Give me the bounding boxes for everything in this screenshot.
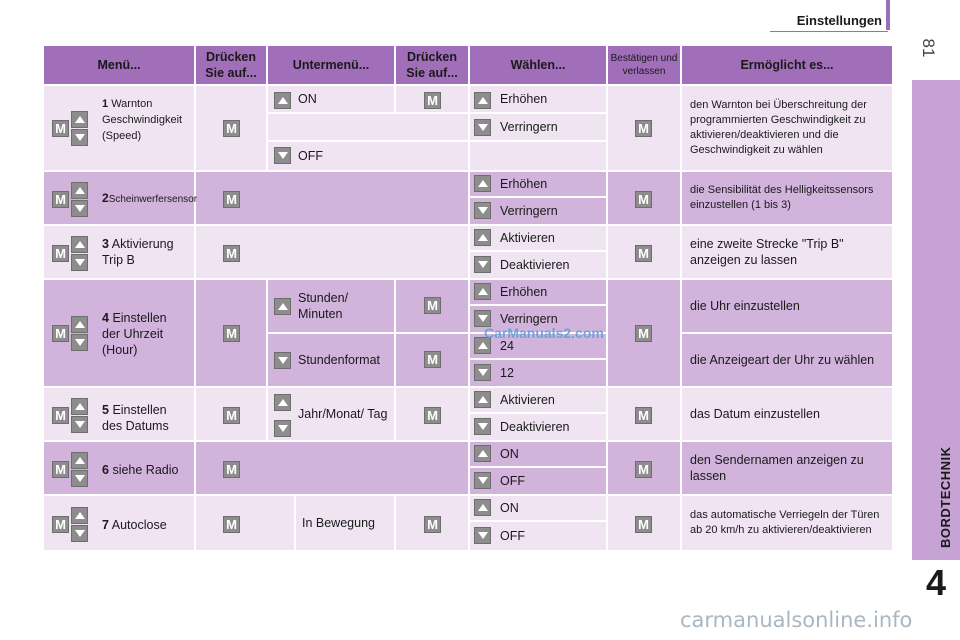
- row7-menu-label: [102, 517, 192, 533]
- m-button-icon: M: [52, 191, 69, 208]
- row6-desc: den Sendernamen anzeigen zu lassen: [682, 442, 892, 494]
- row1-opt-2-text: Verringern: [500, 120, 558, 134]
- row4-sub-2-text: Stundenformat: [298, 353, 380, 367]
- up-arrow-icon: [71, 452, 88, 469]
- m-button-icon: M: [424, 407, 441, 424]
- down-arrow-icon: [71, 334, 88, 351]
- chapter-label: BORDTECHNIK: [938, 446, 953, 548]
- col-header-menu: Menü...: [44, 46, 194, 84]
- m-button-icon: M: [223, 461, 240, 478]
- chapter-number: 4: [925, 562, 947, 603]
- row6-opt-2-text: OFF: [500, 474, 525, 488]
- row3-label: Aktivierung Trip B: [102, 237, 174, 267]
- up-arrow-icon: [274, 92, 291, 109]
- row3-opt-2-text: Deaktivieren: [500, 258, 570, 272]
- m-button-icon: M: [223, 407, 240, 424]
- row4-opt-3-text: 24: [500, 339, 514, 353]
- up-arrow-icon: [71, 182, 88, 199]
- m-button-icon: M: [223, 516, 240, 533]
- row7-desc: das automatische Verriegeln der Türen ab 20 km/h zu aktivieren/deaktivieren: [682, 496, 892, 550]
- down-arrow-icon: [474, 418, 491, 435]
- row6-num: 6: [102, 463, 109, 477]
- row5-num: 5: [102, 403, 109, 417]
- row5-sub-text: Jahr/Monat/ Tag: [298, 407, 388, 421]
- row7-label: Autoclose: [111, 518, 167, 532]
- m-button-icon: M: [424, 516, 441, 533]
- row1-menu-label: [102, 96, 192, 144]
- m-button-icon: M: [52, 245, 69, 262]
- up-arrow-icon: [474, 499, 491, 516]
- row3-opt-1-text: Aktivieren: [500, 231, 555, 245]
- row1-desc: den Warnton bei Überschreitung der programmierten Geschwindigkeit zu aktivieren/deaktivieren und die Geschwindigkeit zu wählen: [682, 86, 892, 170]
- m-button-icon: M: [424, 297, 441, 314]
- up-arrow-icon: [474, 175, 491, 192]
- row1-sub-off-text: OFF: [298, 149, 323, 163]
- col-header-enables: Ermöglicht es...: [682, 46, 892, 84]
- row4-desc-1: die Uhr einzustellen: [682, 280, 892, 332]
- m-button-icon: M: [52, 120, 69, 137]
- m-button-icon: M: [635, 120, 652, 137]
- m-button-icon: M: [635, 516, 652, 533]
- down-arrow-icon: [274, 352, 291, 369]
- down-arrow-icon: [474, 527, 491, 544]
- row7-num: 7: [102, 518, 109, 532]
- row7-press-cell: [196, 496, 294, 550]
- row2-menu-label: [102, 190, 198, 208]
- m-button-icon: M: [223, 191, 240, 208]
- row6-menu-label: [102, 462, 192, 478]
- col-header-select: Wählen...: [470, 46, 606, 84]
- down-arrow-icon: [71, 254, 88, 271]
- row1-label: Warnton Geschwindigkeit (Speed): [102, 98, 183, 142]
- m-button-icon: M: [52, 407, 69, 424]
- down-arrow-icon: [274, 147, 291, 164]
- col-header-press-2: Drücken Sie auf...: [396, 46, 468, 84]
- up-arrow-icon: [474, 283, 491, 300]
- up-arrow-icon: [474, 391, 491, 408]
- row4-menu-label: [102, 310, 184, 358]
- down-arrow-icon: [474, 119, 491, 136]
- col-header-submenu: Untermenü...: [268, 46, 394, 84]
- up-arrow-icon: [71, 507, 88, 524]
- down-arrow-icon: [474, 364, 491, 381]
- row1-opt-1-text: Erhöhen: [500, 92, 548, 106]
- up-arrow-icon: [274, 298, 291, 315]
- row1-sub-off: [268, 142, 468, 170]
- row4-sub-1-text: Stunden/ Minuten: [298, 291, 349, 321]
- row5-label: Einstellen des Datums: [102, 403, 169, 433]
- m-button-icon: M: [424, 92, 441, 109]
- m-button-icon: M: [223, 325, 240, 342]
- header-accent-bar: [886, 0, 890, 30]
- m-button-icon: M: [635, 191, 652, 208]
- down-arrow-icon: [71, 129, 88, 146]
- footer-watermark: carmanualsonline.info: [680, 608, 913, 632]
- up-arrow-icon: [474, 445, 491, 462]
- row1-opt-empty: [470, 142, 606, 170]
- m-button-icon: M: [424, 351, 441, 368]
- row7-sub: [296, 496, 394, 550]
- row1-sub-on-text: ON: [298, 92, 317, 106]
- m-button-icon: M: [223, 120, 240, 137]
- row5-opt-2-text: Deaktivieren: [500, 420, 570, 434]
- m-button-icon: M: [52, 461, 69, 478]
- down-arrow-icon: [71, 416, 88, 433]
- m-button-icon: M: [635, 325, 652, 342]
- up-arrow-icon: [71, 316, 88, 333]
- m-button-icon: M: [52, 325, 69, 342]
- page-header-title: Einstellungen: [796, 13, 882, 28]
- up-arrow-icon: [71, 398, 88, 415]
- row2-opt-2-text: Verringern: [500, 204, 558, 218]
- row4-opt-1-text: Erhöhen: [500, 285, 548, 299]
- m-button-icon: M: [635, 407, 652, 424]
- up-arrow-icon: [474, 92, 491, 109]
- down-arrow-icon: [71, 470, 88, 487]
- m-button-icon: M: [223, 245, 240, 262]
- row4-desc-2: die Anzeigeart der Uhr zu wählen: [682, 334, 892, 386]
- up-arrow-icon: [71, 236, 88, 253]
- m-button-icon: M: [635, 461, 652, 478]
- up-arrow-icon: [474, 229, 491, 246]
- page-number: 81: [919, 38, 938, 58]
- down-arrow-icon: [274, 420, 291, 437]
- row5-menu-label: [102, 402, 184, 434]
- down-arrow-icon: [474, 202, 491, 219]
- row7-opt-2-text: OFF: [500, 529, 525, 543]
- row6-opt-1-text: ON: [500, 447, 519, 461]
- row1-sub-empty: [268, 114, 468, 140]
- col-header-confirm: Bestätigen und verlassen: [608, 46, 680, 84]
- row3-desc: eine zweite Strecke "Trip B" anzeigen zu lassen: [682, 226, 892, 278]
- inline-watermark: CarManuals2.com: [484, 325, 604, 341]
- header-rule: [770, 31, 888, 32]
- m-button-icon: M: [635, 245, 652, 262]
- row4-num: 4: [102, 311, 109, 325]
- up-arrow-icon: [71, 111, 88, 128]
- row2-num: 2: [102, 191, 109, 205]
- row5-opt-1-text: Aktivieren: [500, 393, 555, 407]
- row4-opt-2-text: Verringern: [500, 312, 558, 326]
- row6-label: siehe Radio: [112, 463, 179, 477]
- row4-opt-4-text: 12: [500, 366, 514, 380]
- row3-num: 3: [102, 237, 109, 251]
- row7-opt-1-text: ON: [500, 501, 519, 515]
- row4-label: Einstellen der Uhrzeit (Hour): [102, 311, 167, 357]
- row2-opt-1-text: Erhöhen: [500, 177, 548, 191]
- row3-menu-label: [102, 236, 190, 268]
- col-header-press: Drücken Sie auf...: [196, 46, 266, 84]
- row7-sub-text: In Bewegung: [302, 516, 375, 530]
- row5-desc: das Datum einzustellen: [682, 388, 892, 440]
- down-arrow-icon: [474, 256, 491, 273]
- m-button-icon: M: [52, 516, 69, 533]
- row2-desc: die Sensibilität des Helligkeitssensors einzustellen (1 bis 3): [682, 172, 892, 224]
- row1-num: 1: [102, 98, 109, 110]
- down-arrow-icon: [474, 472, 491, 489]
- down-arrow-icon: [71, 200, 88, 217]
- down-arrow-icon: [71, 525, 88, 542]
- row2-label: Scheinwerfersensor: [108, 194, 198, 205]
- up-arrow-icon: [274, 394, 291, 411]
